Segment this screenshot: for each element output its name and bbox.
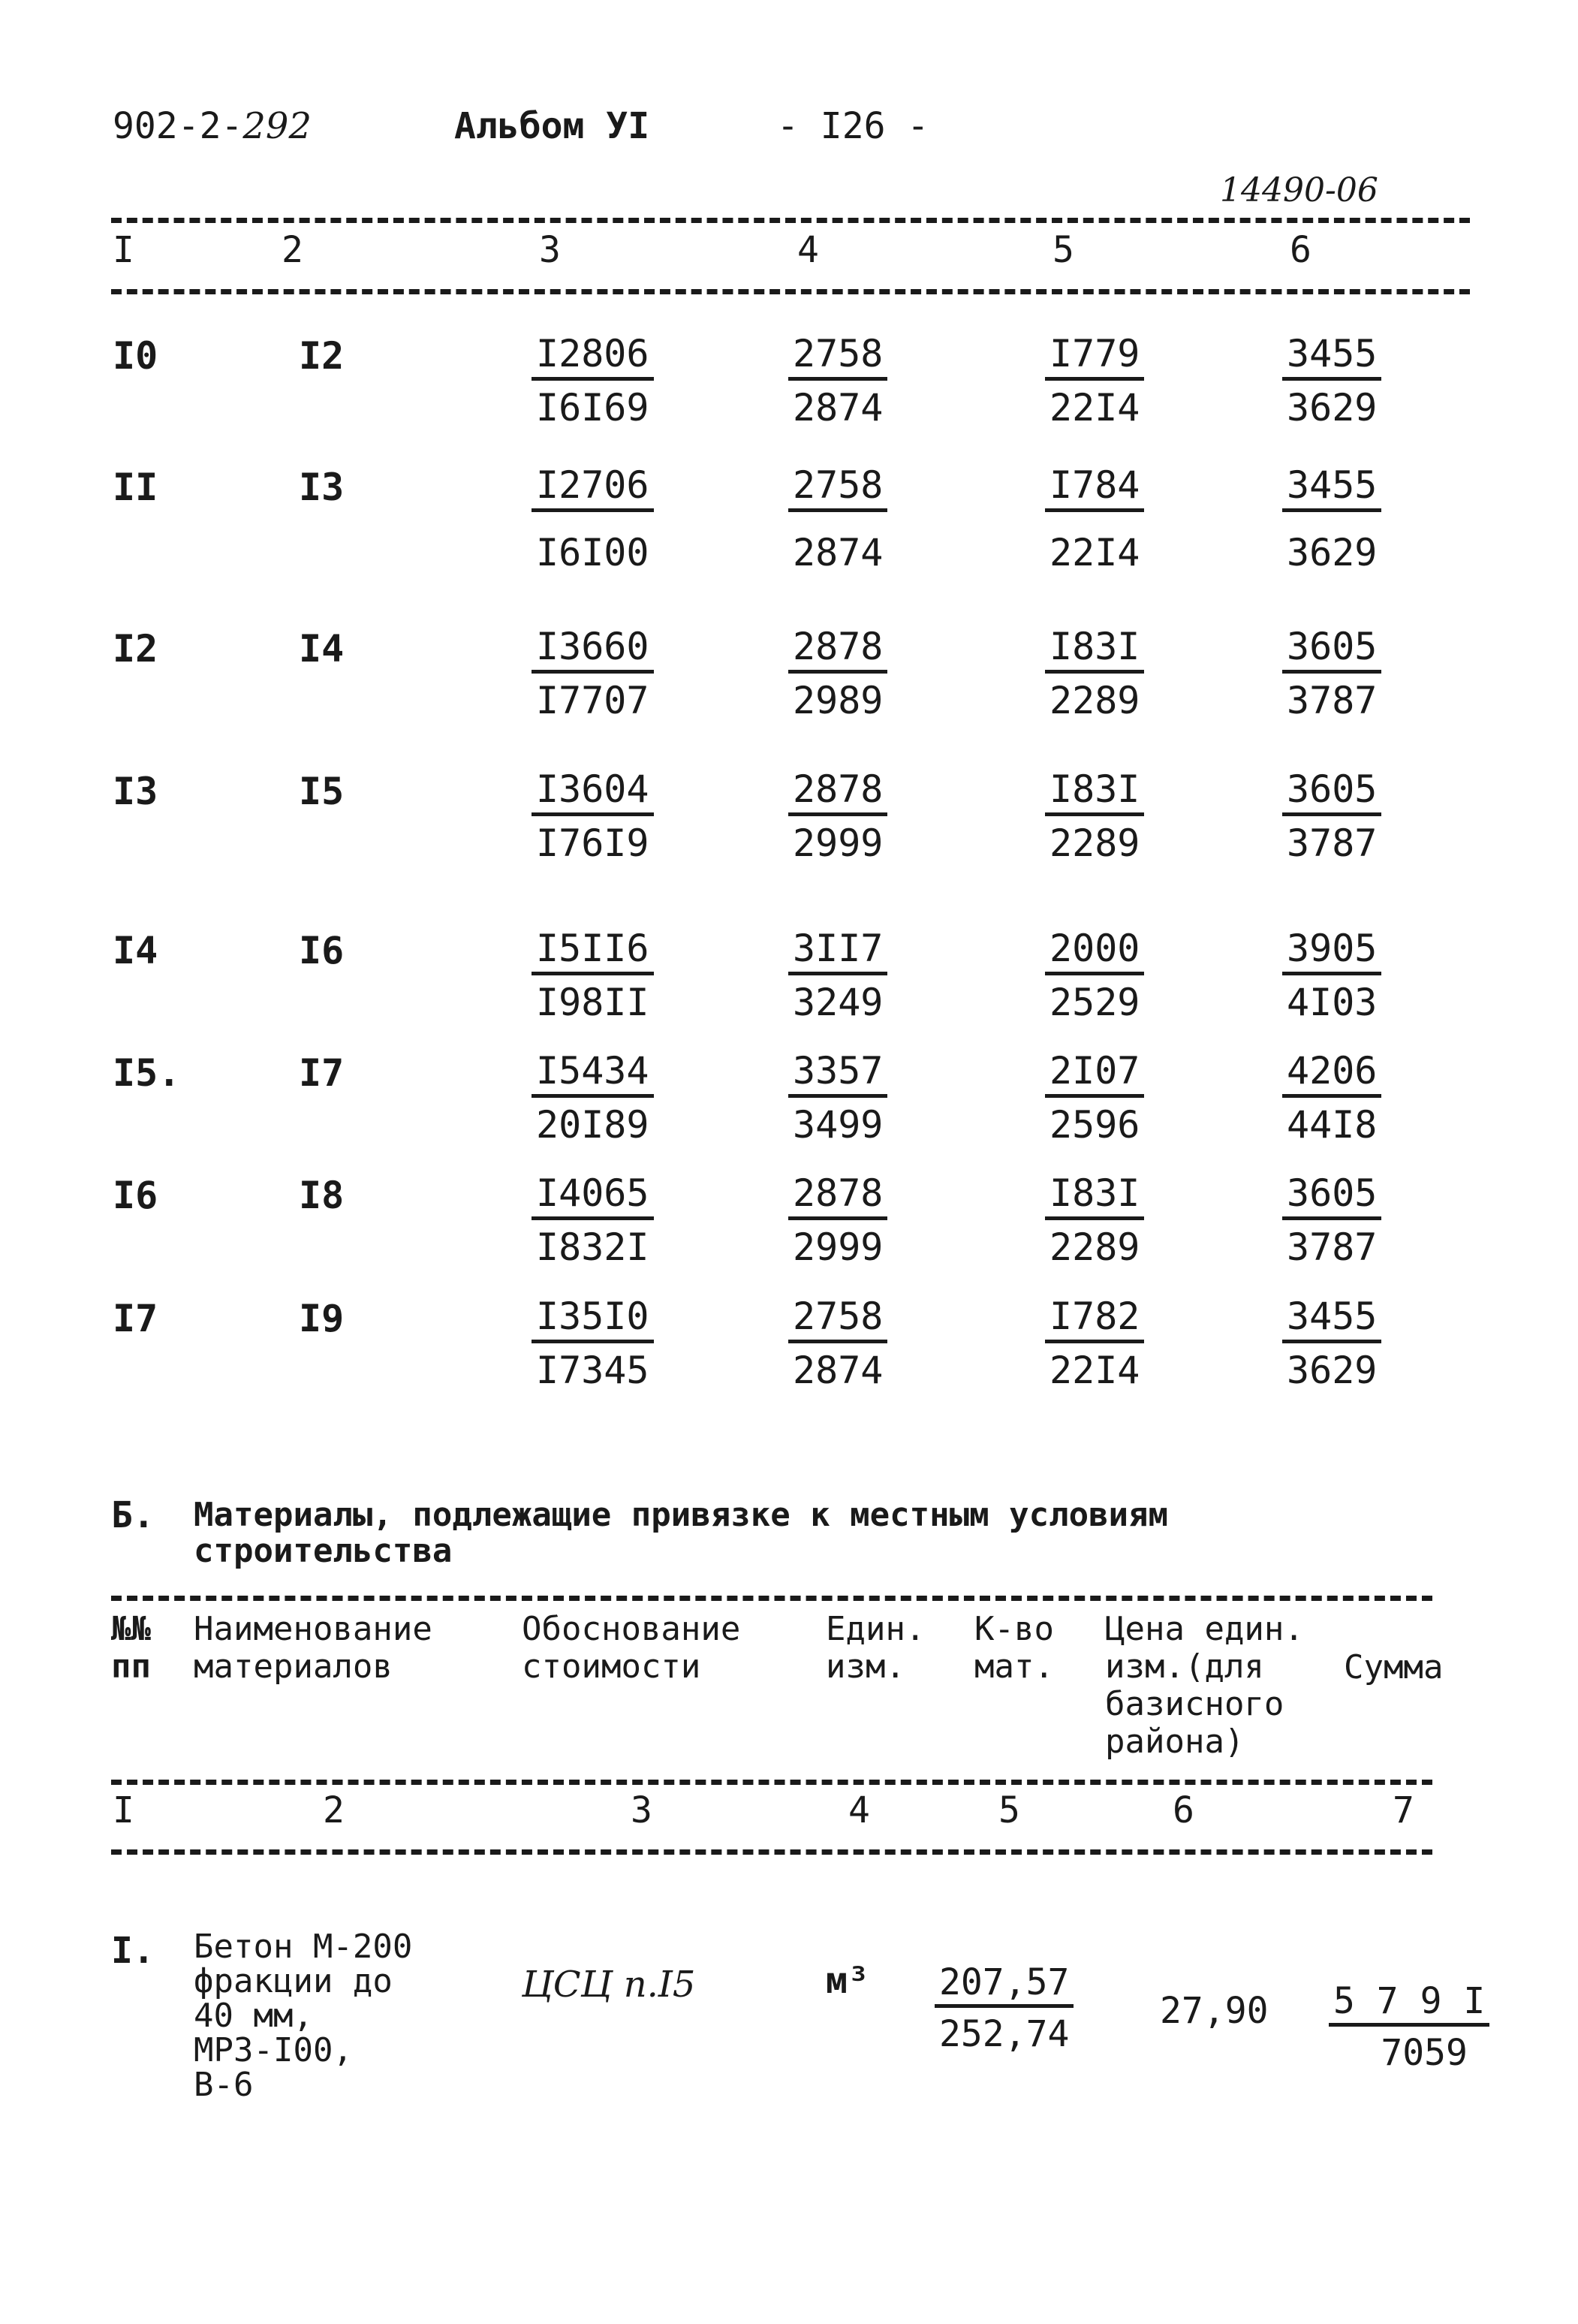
fraction-numerator: 3905 [1282, 929, 1381, 975]
fraction-denominator: 22I4 [1049, 530, 1140, 574]
fraction-denominator: 44I8 [1287, 1102, 1378, 1147]
fraction-denominator: 20I89 [536, 1102, 649, 1147]
fraction-denominator: 3629 [1287, 530, 1378, 574]
fraction-denominator: 3629 [1287, 1348, 1378, 1392]
material-basis: ЦСЦ п.I5 [522, 1964, 696, 2006]
fraction-numerator: I5II6 [532, 929, 654, 975]
fraction-numerator: I5434 [532, 1051, 654, 1098]
fraction-numerator: 4206 [1282, 1051, 1381, 1098]
row-col2: I2 [299, 334, 345, 378]
row-col1: I3 [113, 770, 158, 813]
fraction-denominator: I6I69 [536, 385, 649, 430]
fraction-numerator: 3605 [1282, 627, 1381, 674]
fraction-denominator: 7059 [1381, 2032, 1468, 2075]
fraction-denominator: I76I9 [536, 821, 649, 865]
table2-top-rule [111, 1596, 1432, 1601]
document-code-printed: 902-2- [113, 105, 243, 147]
fraction-numerator: 2878 [788, 627, 887, 674]
fraction-denominator: I98II [536, 980, 649, 1024]
table1-header-rule [111, 289, 1470, 294]
fraction-denominator: 22I4 [1049, 1348, 1140, 1392]
album-label: Альбом УI [454, 105, 650, 147]
fraction-cell [1282, 767, 1381, 865]
fraction-cell [1045, 1049, 1144, 1147]
fraction-denominator: 2596 [1049, 1102, 1140, 1147]
fraction-cell [1045, 1171, 1144, 1269]
fraction-cell [1282, 627, 1381, 720]
fraction-denominator: 3787 [1287, 821, 1378, 865]
header-num [111, 1611, 151, 1686]
header-unit-line: изм. [826, 1647, 905, 1686]
fraction-numerator: I3604 [532, 770, 654, 816]
fraction-cell [1045, 767, 1144, 865]
table1-col-header: I [113, 229, 134, 271]
fraction-denominator: 2874 [793, 530, 884, 574]
table1-col-header: 6 [1290, 229, 1311, 271]
page-number: - I26 - [777, 105, 929, 147]
table2-col-number: 2 [323, 1789, 345, 1831]
header-basis-line: стоимости [522, 1647, 701, 1686]
fraction-numerator: 2758 [788, 1297, 887, 1343]
fraction-cell [1045, 1297, 1144, 1390]
header-name-line: материалов [194, 1647, 393, 1686]
header-price-line: Цена един. [1105, 1610, 1304, 1648]
fraction-numerator: I83I [1045, 770, 1144, 816]
material-quantity [935, 1961, 1074, 2056]
row-col1: I4 [113, 929, 158, 972]
header-basis-line: Обоснование [522, 1610, 741, 1648]
header-unit-line: Един. [826, 1610, 926, 1648]
material-name-line: МРЗ-I00, [194, 2031, 353, 2069]
fraction-numerator: 3II7 [788, 929, 887, 975]
table1-col-header: 5 [1053, 229, 1074, 271]
fraction-denominator: I6I00 [536, 530, 649, 574]
fraction-numerator: 3605 [1282, 770, 1381, 816]
fraction-numerator: 3455 [1282, 334, 1381, 381]
fraction-numerator: 2878 [788, 770, 887, 816]
fraction-cell [1282, 1049, 1381, 1147]
fraction-cell [1282, 1297, 1381, 1390]
table2-col-number: 7 [1393, 1789, 1414, 1831]
row-col2: I8 [299, 1174, 345, 1217]
header-unit [826, 1611, 925, 1686]
table2-header-rule [111, 1780, 1432, 1785]
fraction-denominator: 4I03 [1287, 980, 1378, 1024]
fraction-cell [788, 767, 887, 865]
fraction-denominator: 252,74 [939, 2013, 1070, 2056]
material-row-number: I. [111, 1930, 155, 1972]
fraction-denominator: 2874 [793, 385, 884, 430]
fraction-cell [788, 929, 887, 1022]
fraction-denominator: 3499 [793, 1102, 884, 1147]
fraction-cell [788, 463, 887, 574]
fraction-numerator: I83I [1045, 627, 1144, 674]
table1-col-header: 2 [282, 229, 303, 271]
header-price-line: изм.(для [1105, 1647, 1264, 1686]
row-col1: I7 [113, 1297, 158, 1340]
fraction-cell [788, 332, 887, 430]
fraction-cell [1045, 463, 1144, 574]
fraction-numerator: 207,57 [935, 1964, 1074, 2008]
section-title-line1: Материалы, подлежащие привязке к местным условиям [194, 1496, 1169, 1534]
fraction-cell [1282, 332, 1381, 430]
row-col2: I3 [299, 466, 345, 509]
fraction-cell [532, 1297, 654, 1390]
fraction-denominator: 2874 [793, 1348, 884, 1392]
row-col1: I0 [113, 334, 158, 378]
fraction-cell [1045, 929, 1144, 1022]
fraction-denominator: I7345 [536, 1348, 649, 1392]
fraction-numerator: I3660 [532, 627, 654, 674]
fraction-denominator: 2289 [1049, 821, 1140, 865]
fraction-numerator: I35I0 [532, 1297, 654, 1343]
header-name-line: Наименование [194, 1610, 432, 1648]
section-title-line2: строительства [194, 1532, 453, 1570]
fraction-numerator: 3455 [1282, 466, 1381, 512]
fraction-cell [1282, 929, 1381, 1022]
header-name [194, 1611, 432, 1686]
document-code-handwritten: 292 [242, 105, 312, 147]
table2-col-number: I [113, 1789, 134, 1831]
header-qty-line: мат. [974, 1647, 1054, 1686]
fraction-denominator: I832I [536, 1225, 649, 1269]
table2-col-number: 4 [848, 1789, 870, 1831]
material-unit: м³ [826, 1960, 869, 2002]
fraction-cell [532, 627, 654, 720]
header-qty [974, 1611, 1054, 1686]
fraction-denominator: 2999 [793, 1225, 884, 1269]
fraction-numerator: I2706 [532, 466, 654, 512]
fraction-cell [532, 767, 654, 865]
header-price [1105, 1611, 1304, 1761]
fraction-denominator: 3787 [1287, 678, 1378, 722]
fraction-denominator: I7707 [536, 678, 649, 722]
fraction-cell [788, 1297, 887, 1390]
fraction-cell [788, 627, 887, 720]
document-code [113, 105, 312, 147]
fraction-denominator: 22I4 [1049, 385, 1140, 430]
row-col2: I6 [299, 929, 345, 972]
table2-numbers-rule [111, 1849, 1432, 1855]
material-name [194, 1930, 412, 2102]
row-col1: II [113, 466, 158, 509]
fraction-numerator: 3455 [1282, 1297, 1381, 1343]
header-basis [522, 1611, 740, 1686]
fraction-cell [532, 463, 654, 574]
fraction-numerator: 3357 [788, 1051, 887, 1098]
row-col2: I9 [299, 1297, 345, 1340]
row-col2: I4 [299, 627, 345, 671]
fraction-numerator: 2000 [1045, 929, 1144, 975]
fraction-cell [1282, 463, 1381, 574]
row-col1: I5. [113, 1051, 181, 1095]
fraction-denominator: 3787 [1287, 1225, 1378, 1269]
row-col1: I6 [113, 1174, 158, 1217]
fraction-numerator: I2806 [532, 334, 654, 381]
table2-col-number: 3 [631, 1789, 652, 1831]
fraction-numerator: 2758 [788, 334, 887, 381]
table1-top-rule [111, 218, 1470, 223]
header-price-line: района) [1105, 1723, 1245, 1761]
fraction-cell [532, 332, 654, 430]
fraction-cell [1045, 627, 1144, 720]
fraction-numerator: 3605 [1282, 1174, 1381, 1220]
fraction-denominator: 2529 [1049, 980, 1140, 1024]
fraction-denominator: 3629 [1287, 385, 1378, 430]
fraction-cell [532, 1049, 654, 1147]
section-letter: Б. [111, 1494, 155, 1536]
fraction-cell [532, 929, 654, 1022]
fraction-numerator: I784 [1045, 466, 1144, 512]
fraction-denominator: 2289 [1049, 678, 1140, 722]
fraction-numerator: 5 7 9 I [1329, 1982, 1489, 2027]
fraction-numerator: I83I [1045, 1174, 1144, 1220]
fraction-numerator: I4065 [532, 1174, 654, 1220]
fraction-denominator: 3249 [793, 980, 884, 1024]
material-price: 27,90 [1160, 1990, 1269, 2032]
row-col2: I5 [299, 770, 345, 813]
header-num-line: пп [111, 1647, 151, 1686]
fraction-cell [788, 1171, 887, 1269]
fraction-cell [532, 1171, 654, 1269]
fraction-cell [1045, 332, 1144, 430]
material-name-line: Бетон М-200 [194, 1928, 413, 1966]
header-num-line: №№ [111, 1610, 151, 1648]
material-name-line: фракции до [194, 1962, 393, 2000]
table2-col-number: 6 [1173, 1789, 1194, 1831]
fraction-numerator: 2758 [788, 466, 887, 512]
row-col1: I2 [113, 627, 158, 671]
fraction-denominator: 2989 [793, 678, 884, 722]
row-col2: I7 [299, 1051, 345, 1095]
header-sum: Сумма [1344, 1648, 1444, 1686]
table2-col-number: 5 [998, 1789, 1020, 1831]
table1-col-header: 4 [797, 229, 819, 271]
fraction-cell [1282, 1171, 1381, 1269]
fraction-numerator: I782 [1045, 1297, 1144, 1343]
fraction-numerator: I779 [1045, 334, 1144, 381]
material-name-line: В-6 [194, 2066, 254, 2104]
material-name-line: 40 мм, [194, 1997, 313, 2035]
header-qty-line: К-во [974, 1610, 1054, 1648]
fraction-numerator: 2I07 [1045, 1051, 1144, 1098]
fraction-denominator: 2289 [1049, 1225, 1140, 1269]
inventory-number: 14490-06 [1220, 171, 1378, 209]
table1-col-header: 3 [539, 229, 561, 271]
material-sum [1329, 1980, 1489, 2075]
header-price-line: базисного [1105, 1685, 1284, 1723]
fraction-cell [788, 1049, 887, 1147]
fraction-numerator: 2878 [788, 1174, 887, 1220]
fraction-denominator: 2999 [793, 821, 884, 865]
